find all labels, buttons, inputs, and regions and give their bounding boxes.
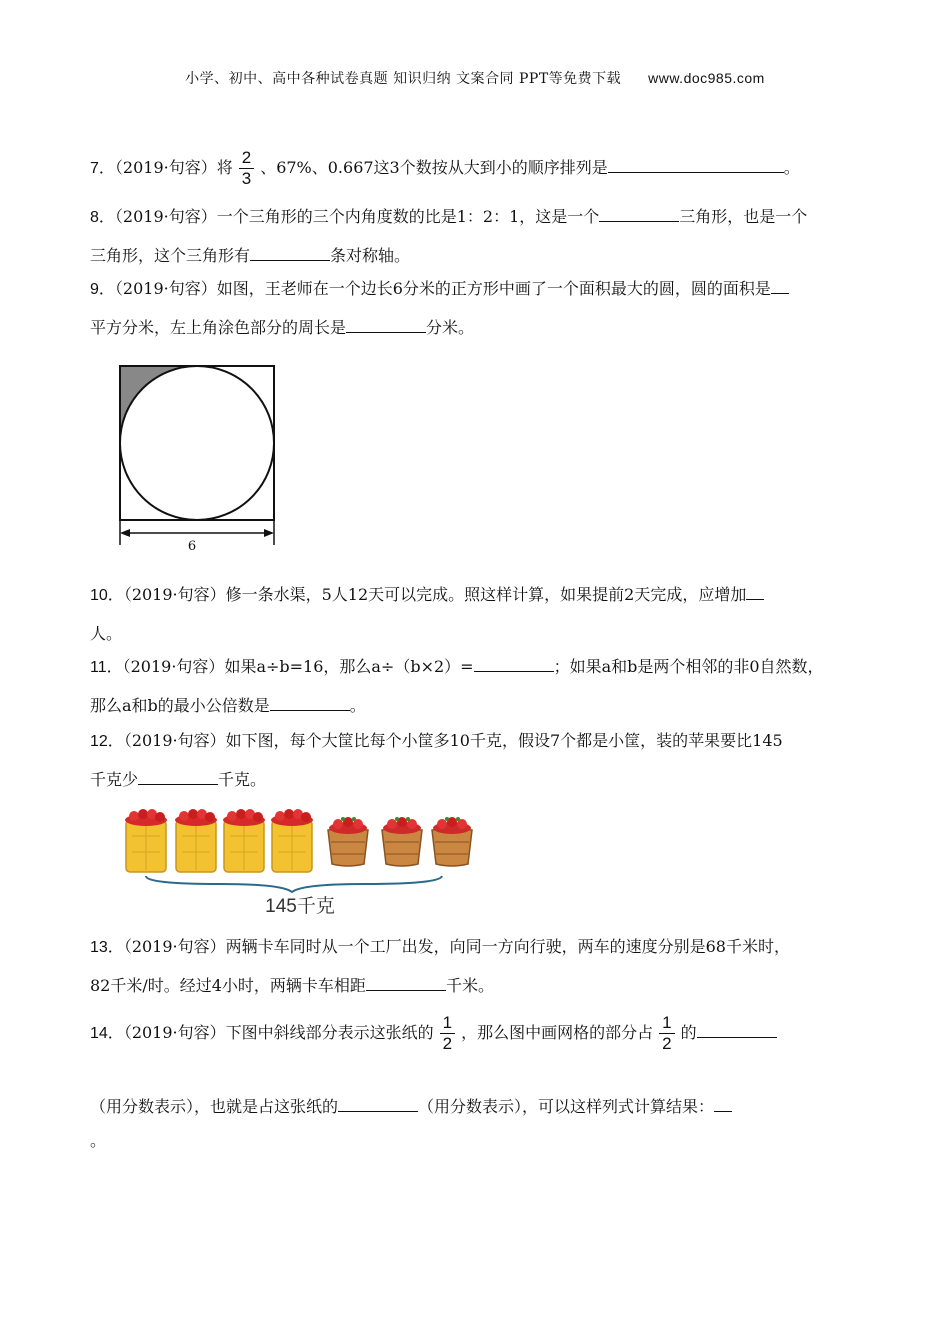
answer-blank[interactable] xyxy=(714,1093,732,1112)
question-14: 14．（2019·句容）下图中斜线部分表示这张纸的 $\frac{1}{2}$ ，那么图中画网格的部分占 $\frac{1}{2}$ 的 xyxy=(90,1010,860,1057)
answer-blank[interactable] xyxy=(250,242,330,261)
inscribed-circle xyxy=(120,366,274,520)
question-source: （2019·句容） xyxy=(114,207,217,226)
big-basket xyxy=(175,809,217,872)
question-number: 12． xyxy=(90,733,124,750)
basket-total-label: 145千克 xyxy=(265,896,335,917)
big-basket xyxy=(223,809,265,872)
small-basket xyxy=(382,817,422,866)
answer-blank[interactable] xyxy=(346,314,426,333)
answer-blank[interactable] xyxy=(697,1019,777,1038)
question-source: （2019·句容） xyxy=(122,657,225,676)
question-9: 9．（2019·句容）如图，王老师在一个边长6分米的正方形中画了一个面积最大的圆，圆的面积是 平方分米，左上角涂色部分的周长是 分米。 xyxy=(90,270,860,347)
question-10: 10．（2019·句容）修一条水渠，5人12天可以完成。照这样计算，如果提前2天完成，应增加 人。 xyxy=(90,576,860,653)
question-number: 11． xyxy=(90,659,123,676)
arrow-left-icon xyxy=(120,529,130,537)
question-source: （2019·句容） xyxy=(114,279,217,298)
question-source: （2019·句容） xyxy=(123,585,226,604)
question-number: 10． xyxy=(90,587,124,604)
question-number: 14． xyxy=(90,1025,124,1042)
dimension-label: 6 xyxy=(187,539,197,554)
square-circle-figure xyxy=(110,360,285,555)
answer-blank[interactable] xyxy=(771,275,789,294)
question-number: 7． xyxy=(90,160,115,177)
answer-blank[interactable] xyxy=(270,692,350,711)
question-number: 9． xyxy=(90,281,115,298)
big-basket xyxy=(271,809,313,872)
answer-blank[interactable] xyxy=(474,653,554,672)
arrow-right-icon xyxy=(264,529,274,537)
question-source: （2019·句容） xyxy=(123,937,226,956)
page-header xyxy=(0,68,950,88)
question-13: 13．（2019·句容）两辆卡车同时从一个工厂出发，向同一方向行驶，两车的速度分别是68千米时， 82千米/时。经过4小时，两辆卡车相距 千米。 xyxy=(90,937,790,995)
big-basket xyxy=(125,809,167,872)
answer-blank[interactable] xyxy=(599,203,679,222)
answer-blank[interactable] xyxy=(138,766,218,785)
header-site: www.doc985.com xyxy=(648,70,765,86)
question-8: 8．（2019·句容）一个三角形的三个内角度数的比是1：2：1，这是一个 三角形，也是一个 三角形，这个三角形有 条对称轴。 xyxy=(90,198,860,275)
small-basket xyxy=(432,817,472,866)
answer-blank[interactable] xyxy=(746,581,764,600)
answer-blank[interactable] xyxy=(608,154,784,173)
question-14-continued: （用分数表示），也就是占这张纸的 （用分数表示），可以这样列式计算结果： 。 xyxy=(90,1090,860,1158)
question-source: （2019·句容） xyxy=(123,731,226,750)
question-source: （2019·句容） xyxy=(123,1023,226,1042)
question-text: 、67%、0.667这3个数按从大到小的顺序排列是 xyxy=(260,158,608,177)
header-text: 小学、初中、高中各种试卷真题 知识归纳 文案合同 PPT等免费下载 xyxy=(185,71,622,87)
fraction-2-3: $\frac{2}{3}$ xyxy=(239,148,254,189)
fraction-1-2: $\frac{1}{2}$ xyxy=(440,1013,455,1054)
question-12: 12．（2019·句容）如下图，每个大筐比每个小筐多10千克，假设7个都是小筐，装的苹果要比145 千克少 千克。 xyxy=(90,731,783,789)
baskets-figure xyxy=(120,800,480,922)
question-source: （2019·句容）将 xyxy=(114,158,233,177)
answer-blank[interactable] xyxy=(338,1093,418,1112)
small-basket xyxy=(328,817,368,866)
brace xyxy=(146,876,442,892)
question-number: 13． xyxy=(90,939,124,956)
answer-blank[interactable] xyxy=(366,972,446,991)
question-number: 8． xyxy=(90,209,115,226)
fraction-1-2: $\frac{1}{2}$ xyxy=(659,1013,674,1054)
question-11: 11．（2019·句容）如果a÷b=16，那么a÷（b×2）= ；如果a和b是两个相邻的非0自然数， 那么a和b的最小公倍数是 。 xyxy=(90,648,860,725)
question-7: 7．（2019·句容）将 $\frac{2}{3}$ 、67%、0.667这3个数按从大到小的顺序排列是 。 xyxy=(90,148,800,188)
